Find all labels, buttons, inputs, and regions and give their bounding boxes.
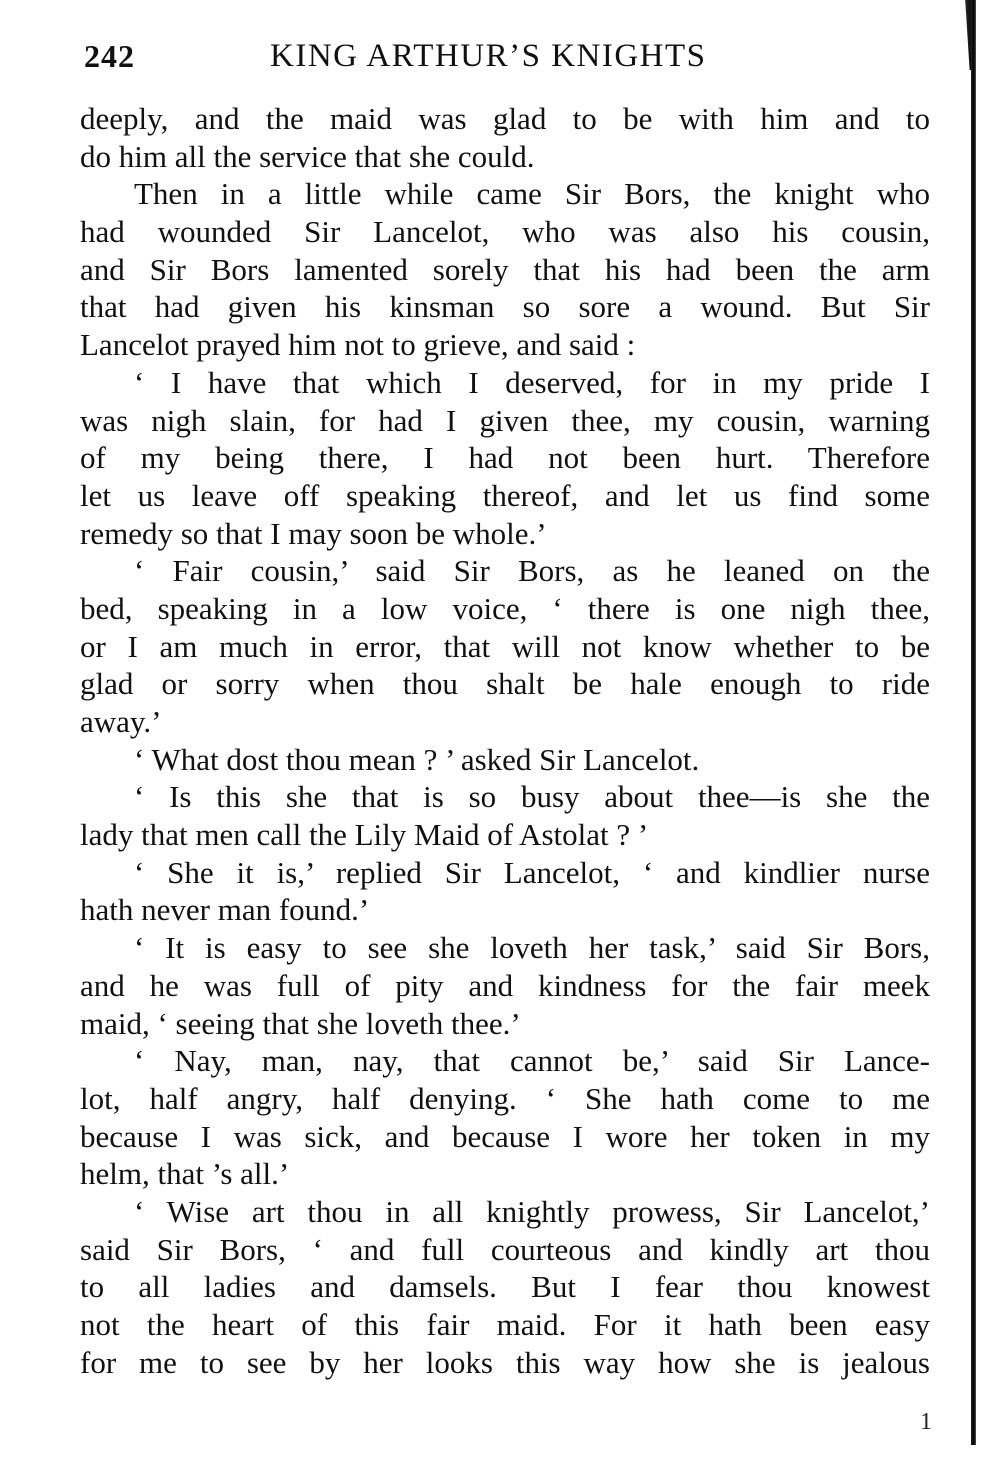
text-line: ‘ Wise art thou in all knightly prowess, Sir Lancelot,’: [134, 1193, 930, 1229]
running-title: KING ARTHUR’S KNIGHTS: [270, 38, 707, 74]
text-line: and he was full of pity and kindness for the fair meek: [80, 967, 930, 1003]
text-line: because I was sick, and because I wore her token in my: [80, 1118, 930, 1154]
text-line: ‘ She it is,’ replied Sir Lancelot, ‘ and kindlier nurse: [134, 854, 930, 890]
text-line: glad or sorry when thou shalt be hale enough to ride: [80, 666, 930, 702]
text-line: not the heart of this fair maid. For it hath been easy: [80, 1307, 930, 1342]
text-line: ‘ It is easy to see she loveth her task,’ said Sir Bors,: [134, 930, 930, 966]
catchword: 1: [920, 1409, 932, 1435]
text-line: to all ladies and damsels. But I fear thou knowest: [80, 1269, 930, 1305]
text-line: remedy so that I may soon be whole.’: [80, 515, 547, 551]
text-line: lot, half angry, half denying. ‘ She hath come to me: [80, 1080, 930, 1116]
text-line: hath never man found.’: [80, 892, 370, 928]
binding-edge: [971, 0, 976, 1445]
text-line: do him all the service that she could.: [80, 138, 535, 174]
text-line: and Sir Bors lamented sorely that his had been the arm: [80, 251, 930, 287]
text-line: ‘ Is this she that is so busy about thee—is she the: [134, 779, 930, 815]
text-line: deeply, and the maid was glad to be with him and to: [80, 101, 930, 136]
text-line: for me to see by her looks this way how she is jealous: [80, 1344, 930, 1380]
text-line: Then in a little while came Sir Bors, the knight who: [134, 176, 930, 212]
text-line: away.’: [80, 704, 162, 739]
page-header: [84, 38, 944, 88]
text-line: Lancelot prayed him not to grieve, and said :: [80, 327, 636, 363]
page-number: 242: [84, 38, 135, 74]
text-line: of my being there, I had not been hurt. Therefore: [80, 440, 930, 476]
body-text: [80, 100, 930, 1381]
text-line: ‘ What dost thou mean ? ’ asked Sir Lancelot.: [134, 741, 700, 777]
text-line: said Sir Bors, ‘ and full courteous and kindly art thou: [80, 1231, 930, 1267]
text-line: ‘ Nay, man, nay, that cannot be,’ said Sir Lance-: [134, 1043, 930, 1079]
text-line: had wounded Sir Lancelot, who was also his cousin,: [80, 214, 930, 250]
text-line: lady that men call the Lily Maid of Astolat ? ’: [80, 817, 649, 853]
text-line: was nigh slain, for had I given thee, my cousin, warning: [80, 402, 930, 438]
text-line: ‘ Fair cousin,’ said Sir Bors, as he leaned on the: [134, 553, 930, 589]
text-line: ‘ I have that which I deserved, for in my pride I: [134, 364, 930, 400]
text-line: that had given his kinsman so sore a wound. But Sir: [80, 289, 930, 325]
text-line: helm, that ’s all.’: [80, 1156, 290, 1192]
text-line: let us leave off speaking thereof, and let us find some: [80, 477, 930, 513]
text-line: or I am much in error, that will not know whether to be: [80, 628, 930, 664]
text-line: maid, ‘ seeing that she loveth thee.’: [80, 1005, 521, 1041]
text-line: bed, speaking in a low voice, ‘ there is one nigh thee,: [80, 590, 930, 626]
